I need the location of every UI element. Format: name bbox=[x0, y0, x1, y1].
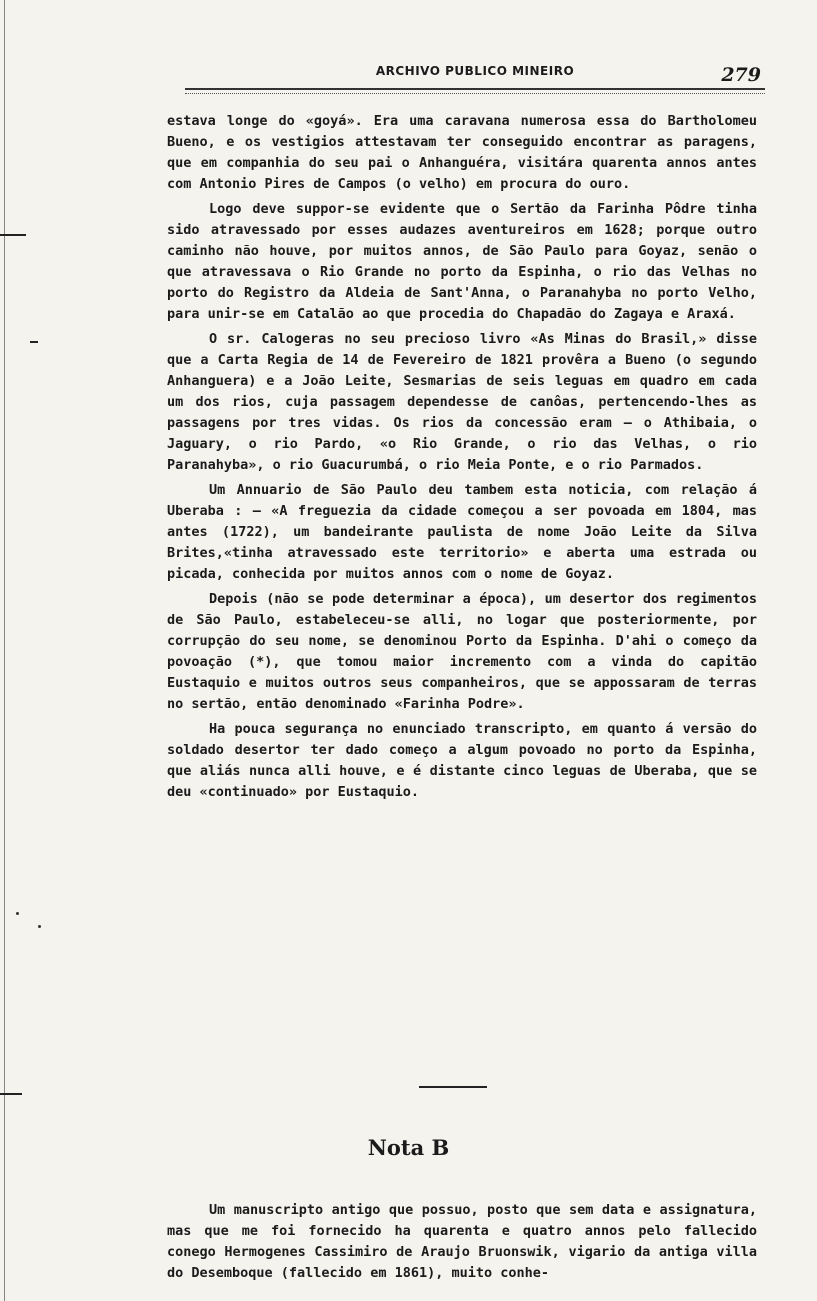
header-rule bbox=[185, 88, 765, 94]
section-divider bbox=[419, 1086, 487, 1088]
margin-tick bbox=[0, 234, 26, 236]
running-head: ARCHIVO PUBLICO MINEIRO bbox=[375, 64, 575, 78]
section-title: Nota B bbox=[367, 1135, 450, 1160]
page-number: 279 bbox=[721, 64, 761, 86]
speck bbox=[16, 912, 19, 915]
speck bbox=[38, 925, 41, 928]
paragraph: Um Annuario de São Paulo deu tambem esta noticia, com relação á Uberaba : — «A freguezia da cidade começou a ser povoada em 1804, mas antes (1722), um bandeirante paulista de nome João Leite da Silva Brites,«tinha atravessado este territorio» e aberta uma estrada ou picada, conhecida por muitos annos com o nome de Goyaz. bbox=[167, 482, 757, 582]
margin-tick bbox=[0, 1093, 22, 1095]
paragraph: estava longe do «goyá». Era uma caravana numerosa essa do Bartholomeu Bueno, e os vestigios attestavam ter conseguido encontrar as paragens, que em companhia do seu pai o Anhanguéra, visitára quarenta annos antes com Antonio Pires de Campos (o velho) em procura do ouro. bbox=[167, 113, 757, 192]
body-text bbox=[167, 111, 757, 807]
paragraph: Um manuscripto antigo que possuo, posto que sem data e assignatura, mas que me foi fornecido ha quarenta e quatro annos pelo fallecido conego Hermogenes Cassimiro de Araujo Bruonswik, vigario da antiga villa do Desemboque (fallecido em 1861), muito conhe- bbox=[167, 1202, 757, 1281]
margin-tick bbox=[30, 341, 38, 343]
paragraph: O sr. Calogeras no seu precioso livro «As Minas do Brasil,» disse que a Carta Regia de 14 de Fevereiro de 1821 provêra a Bueno (o segundo Anhanguera) e a João Leite, Sesmarias de seis leguas em quadro em cada um dos rios, cuja passagem dependesse de canôas, pertencendo-lhes as passagens por tres vidas. Os rios da concessão eram — o Athibaia, o Jaguary, o rio Pardo, «o Rio Grande, o rio das Velhas, o rio Paranahyba», o rio Guacurumbá, o rio Meia Ponte, e o rio Parmados. bbox=[167, 331, 757, 473]
paragraph: Depois (não se pode determinar a época), um desertor dos regimentos de São Paulo, estabeleceu-se alli, no logar que posteriormente, por corrupção do seu nome, se denominou Porto da Espinha. D'ahi o começo da povoação (*), que tomou maior incremento com a vinda do capitão Eustaquio e muitos outros seus companheiros, que se appossaram de terras no sertão, então denominado «Farinha Podre». bbox=[167, 591, 757, 712]
page-margin-line bbox=[4, 0, 5, 1301]
nota-text-block bbox=[167, 1200, 757, 1288]
paragraph: Logo deve suppor-se evidente que o Sertão da Farinha Pôdre tinha sido atravessado por esses audazes aventureiros em 1628; porque outro caminho não houve, por muitos annos, de São Paulo para Goyaz, senão o que atravessava o Rio Grande no porto da Espinha, o rio das Velhas no porto do Registro da Aldeia de Sant'Anna, o Paranahyba no porto Velho, para unir-se em Catalão ao que procedia do Chapadão do Zagaya e Araxá. bbox=[167, 201, 757, 322]
page-header bbox=[185, 60, 765, 100]
paragraph: Ha pouca segurança no enunciado transcripto, em quanto á versão do soldado desertor ter dado começo a algum povoado no porto da Espinha, que aliás nunca alli houve, e é distante cinco leguas de Uberaba, que se deu «continuado» por Eustaquio. bbox=[167, 721, 757, 800]
